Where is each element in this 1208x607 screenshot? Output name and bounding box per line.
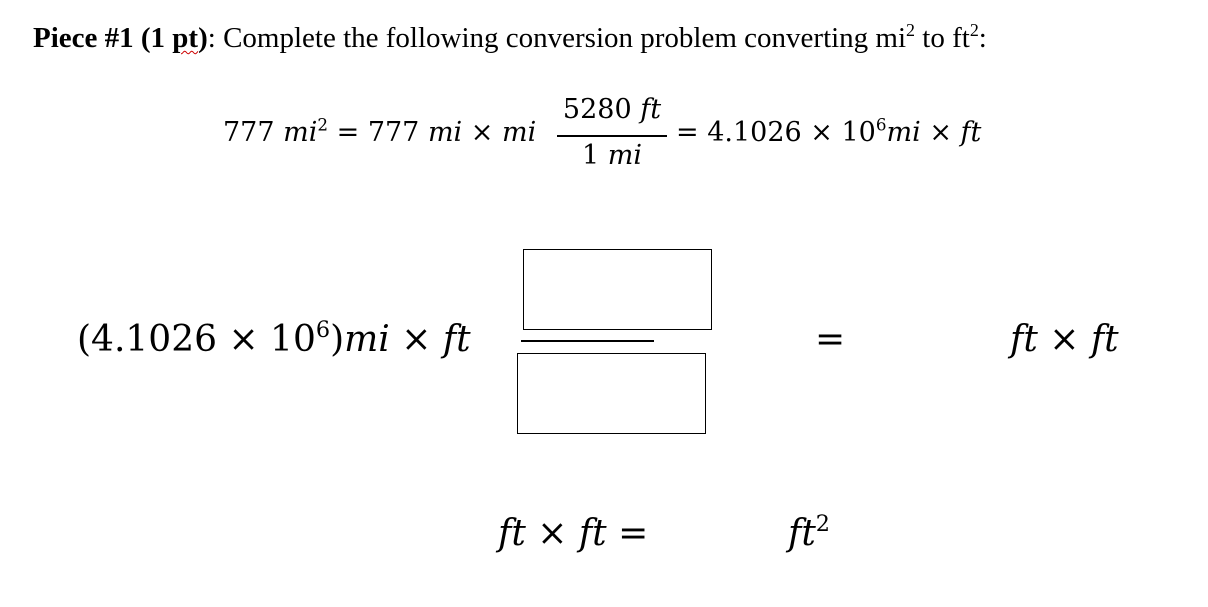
problem-heading: [33, 20, 987, 56]
equation-1-denominator: 1 mi: [581, 140, 642, 171]
equation-2-fraction-bar: [521, 340, 654, 342]
equation-3-lhs: ft × ft =: [498, 513, 649, 554]
equation-1-numerator: 5280 ft: [562, 94, 662, 125]
heading-text: : Complete the following conversion problem converting mi: [207, 22, 907, 54]
heading-sup-1: 2: [906, 19, 916, 40]
denominator-answer-box[interactable]: [517, 353, 706, 434]
heading-to: to ft: [915, 22, 970, 54]
heading-colon: :: [978, 22, 987, 54]
equation-3-result: $ft^2$: [788, 511, 830, 554]
spellcheck-word: pt: [172, 22, 199, 54]
equation-1-fraction-bar: [557, 135, 667, 137]
equation-2-rhs: ft × ft: [1010, 319, 1119, 360]
heading-label: Piece #1 (1 pt): [33, 22, 208, 54]
equation-1-rhs: = $4.1026 \times 10^6mi$ × ft: [676, 114, 982, 148]
heading-sup-2: 2: [969, 19, 979, 40]
equation-1-lhs: 777 $mi^2 = 777$ mi × mi: [223, 114, 537, 148]
numerator-answer-box[interactable]: [523, 249, 712, 330]
equation-2-lhs: $(4.1026 \times 10^6)mi$ × ft: [77, 317, 471, 360]
equation-2-equals: =: [815, 319, 846, 360]
